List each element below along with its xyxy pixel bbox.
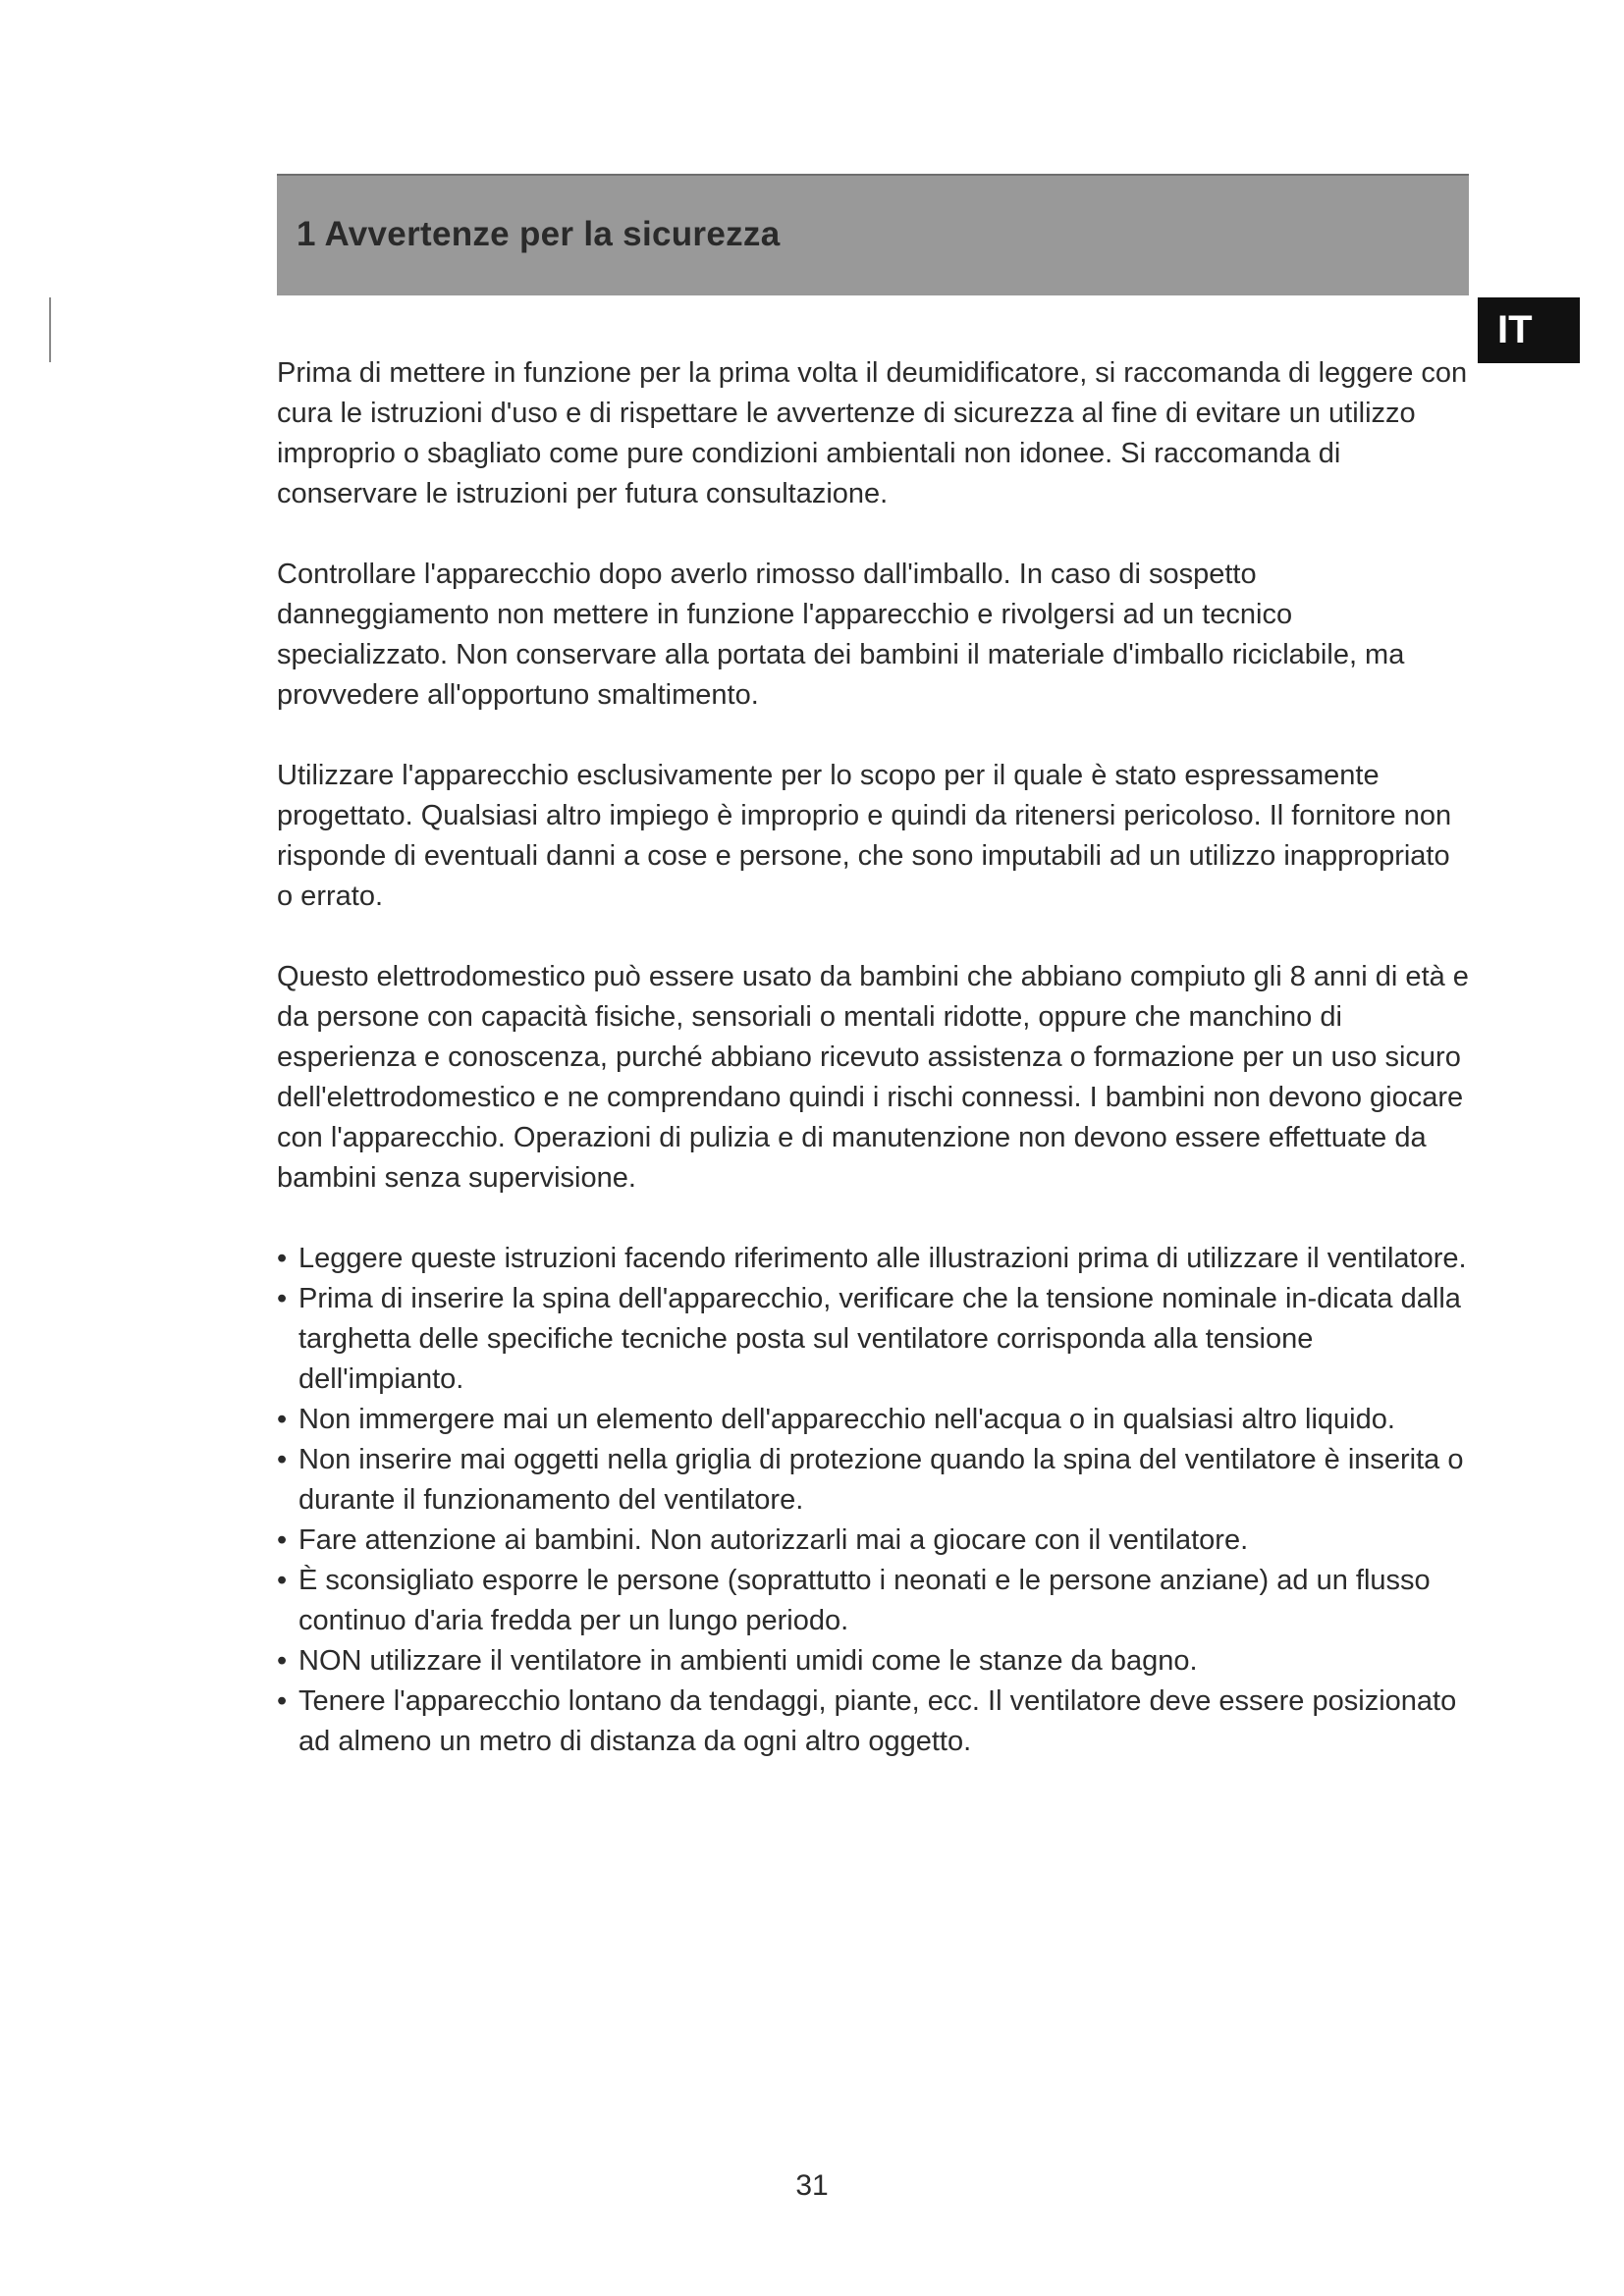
bullet-item: • È sconsigliato esporre le persone (soprattutto i neonati e le persone anziane) ad un flusso continuo d'aria fredda per un lungo periodo. [277,1561,1469,1641]
section-header-band [277,174,1469,295]
bullet-item: • Non inserire mai oggetti nella griglia di protezione quando la spina del ventilatore è inserita o durante il funzionamento del ventilatore. [277,1440,1469,1521]
section-title: 1 Avvertenze per la sicurezza [297,215,781,253]
bullet-item: • Tenere l'apparecchio lontano da tendaggi, piante, ecc. Il ventilatore deve essere posizionato ad almeno un metro di distanza da ogni altro oggetto. [277,1682,1469,1762]
paragraph-packaging: Controllare l'apparecchio dopo averlo rimosso dall'imballo. In caso di sospetto danneggiamento non mettere in funzione l'apparecchio e rivolgersi ad un tecnico specializzato. Non conservare alla portata dei bambini il materiale d'imballo riciclabile, ma provvedere all'opportuno smaltimento. [277,559,1405,711]
bullet-item: • Prima di inserire la spina dell'apparecchio, verificare che la tensione nominale in-dicata dalla targhetta delle specifiche tecniche posta sul ventilatore corrisponda alla tensione dell'impianto. [277,1279,1469,1400]
safety-bullet-list [277,1239,1469,1762]
paragraph-children: Questo elettrodomestico può essere usato da bambini che abbiano compiuto gli 8 anni di età e da persone con capacità fisiche, sensoriali o mentali ridotte, oppure che manchino di esperienza e conoscenza, purché abbiano ricevuto assistenza o formazione per un uso sicuro dell'elettrodomestico e ne comprendano quindi i rischi connessi. I bambini non devono giocare con l'apparecchio. Operazioni di pulizia e di manutenzione non devono essere effettuate da bambini senza supervisione. [277,961,1469,1194]
bullet-item: • Fare attenzione ai bambini. Non autorizzarli mai a giocare con il ventilatore. [277,1521,1469,1561]
paragraph-intro: Prima di mettere in funzione per la prima volta il deumidificatore, si raccomanda di leggere con cura le istruzioni d'uso e di rispettare le avvertenze di sicurezza al fine di evitare un utilizzo improprio o sbagliato come pure condizioni ambientali non idonee. Si raccomanda di conservare le istruzioni per futura consultazione. [277,357,1468,509]
bullet-item: • NON utilizzare il ventilatore in ambienti umidi come le stanze da bagno. [277,1641,1469,1682]
bullet-item: • Leggere queste istruzioni facendo riferimento alle illustrazioni prima di utilizzare il ventilatore. [277,1239,1469,1279]
page-number: 31 [795,2169,829,2202]
body-content [277,353,1469,1762]
paragraph-intended-use: Utilizzare l'apparecchio esclusivamente per lo scopo per il quale è stato espressamente progettato. Qualsiasi altro impiego è improprio e quindi da ritenersi pericoloso. Il fornitore non risponde di eventuali danni a cose e persone, che sono imputabili ad un utilizzo inappropriato o errato. [277,760,1452,912]
margin-rule [49,297,51,362]
language-tab: IT [1478,297,1580,363]
bullet-item: • Non immergere mai un elemento dell'apparecchio nell'acqua o in qualsiasi altro liquido. [277,1400,1469,1440]
